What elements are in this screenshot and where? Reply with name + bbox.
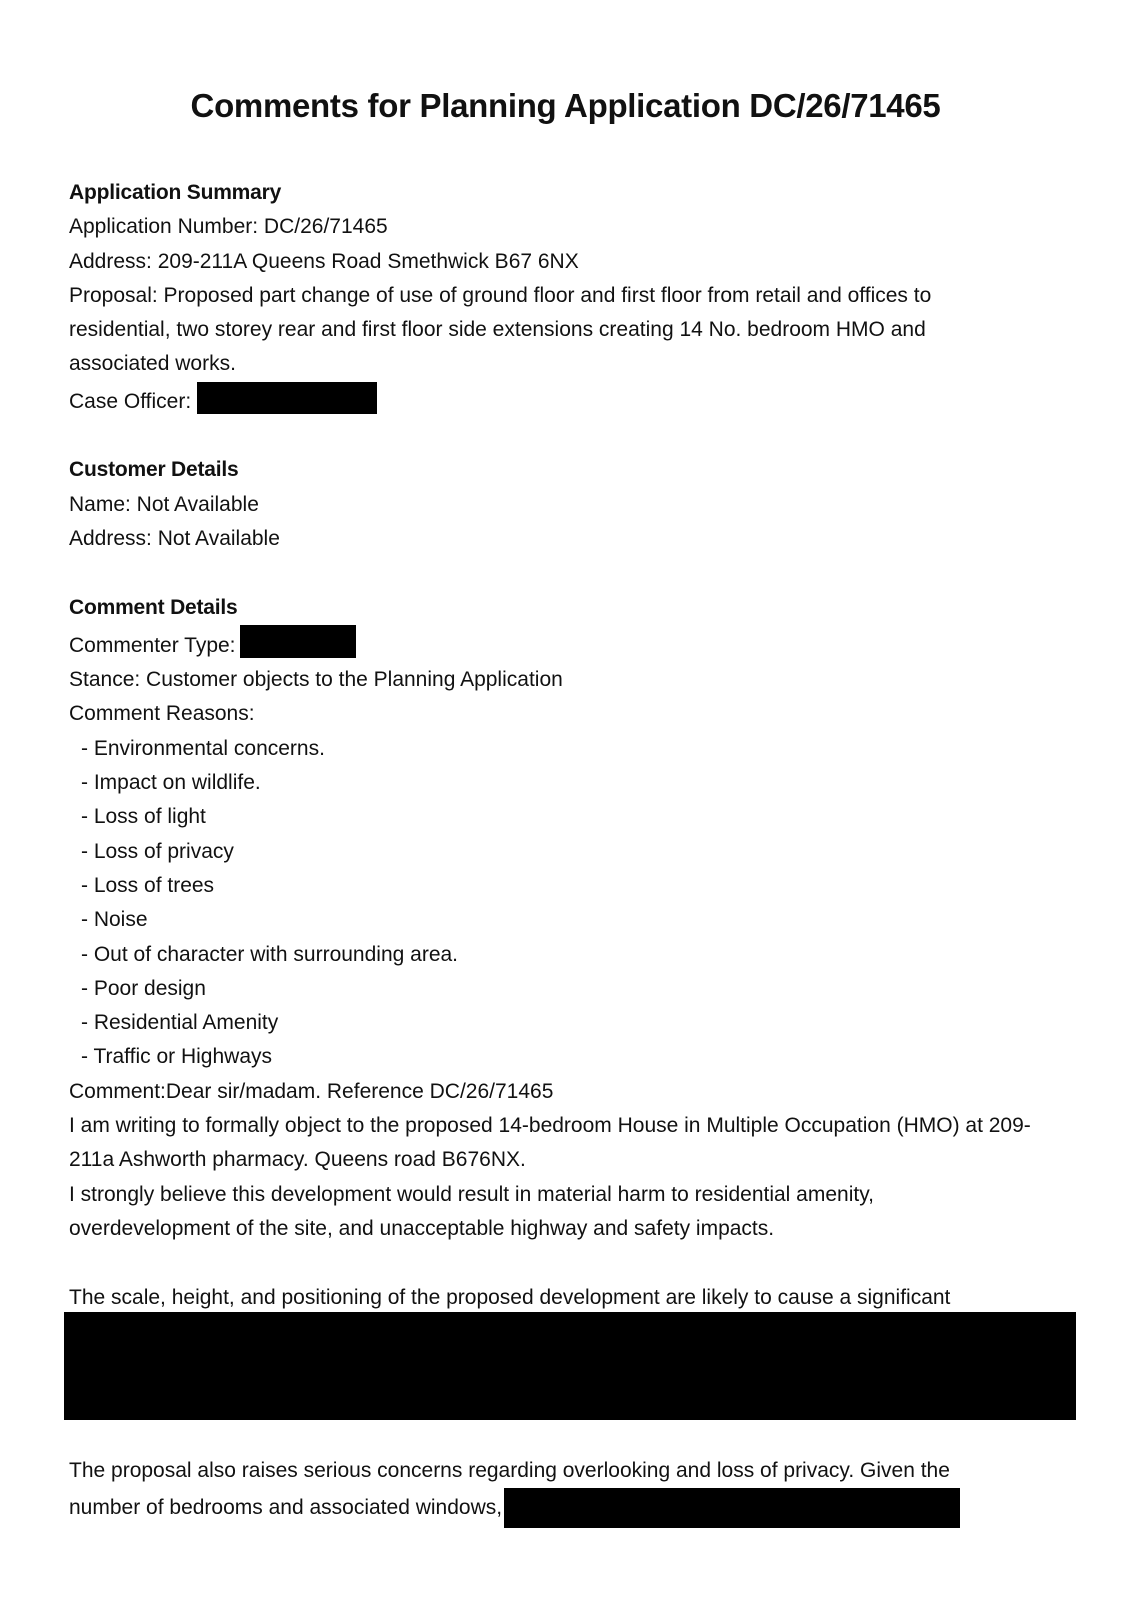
comment-paragraph-3: The scale, height, and positioning of the proposed development are likely to cause a significant xyxy=(69,1285,951,1309)
comment-paragraph-4-redaction xyxy=(504,1488,960,1528)
comment-reason-item: - Out of character with surrounding area. xyxy=(81,942,459,966)
customer-address: Address: Not Available xyxy=(69,526,280,550)
commenter-type-label: Commenter Type: xyxy=(69,633,236,657)
application-number: Application Number: DC/26/71465 xyxy=(69,215,388,239)
comment-reason-item: - Loss of privacy xyxy=(81,839,234,863)
comment-details-heading: Comment Details xyxy=(69,595,238,619)
application-address: Address: 209-211A Queens Road Smethwick B67 6NX xyxy=(69,249,579,273)
comment-paragraph-4-line-2-row xyxy=(69,1488,1069,1528)
comment-reason-item: - Traffic or Highways xyxy=(81,1045,272,1069)
comment-reason-item: - Poor design xyxy=(81,976,206,1000)
customer-name: Name: Not Available xyxy=(69,492,259,516)
application-summary-heading: Application Summary xyxy=(69,181,282,204)
comment-reason-item: - Impact on wildlife. xyxy=(81,771,261,795)
commenter-type-redaction xyxy=(240,625,356,658)
comment-paragraph-3-redaction xyxy=(64,1312,1076,1420)
comment-reason-item: - Noise xyxy=(81,908,148,932)
commenter-type-row xyxy=(69,625,1069,663)
comment-reason-item: - Environmental concerns. xyxy=(81,736,325,760)
page-title: Comments for Planning Application DC/26/71465 xyxy=(190,87,941,124)
document-body xyxy=(69,176,1069,1528)
case-officer-redaction xyxy=(197,382,377,414)
comment-reasons-label: Comment Reasons: xyxy=(69,702,255,726)
comment-paragraph-4-line-1: The proposal also raises serious concerns regarding overlooking and loss of privacy. Given the xyxy=(69,1459,950,1483)
case-officer-label: Case Officer: xyxy=(69,389,192,413)
comment-paragraph-2: I strongly believe this development would result in material harm to residential amenity, overdevelopment of the site, and unacceptable highway and safety impacts. xyxy=(69,1182,874,1240)
case-officer-row xyxy=(69,382,1069,419)
comment-paragraph-1: I am writing to formally object to the proposed 14-bedroom House in Multiple Occupation (HMO) at 209-211a Ashworth pharmacy. Queens road B676NX. xyxy=(69,1114,1031,1172)
comment-reason-item: - Loss of light xyxy=(81,805,206,829)
comment-reason-item: - Loss of trees xyxy=(81,873,215,897)
proposal-text: Proposal: Proposed part change of use of ground floor and first floor from retail and offices to residential, two storey rear and first floor side extensions creating 14 No. bedroom HMO and associated works. xyxy=(69,283,932,376)
stance: Stance: Customer objects to the Planning Application xyxy=(69,668,563,692)
customer-details-heading: Customer Details xyxy=(69,458,239,482)
comment-paragraph-4-line-2: number of bedrooms and associated windows, xyxy=(69,1496,503,1520)
comment-reason-item: - Residential Amenity xyxy=(81,1011,279,1035)
comment-first-line: Comment:Dear sir/madam. Reference DC/26/71465 xyxy=(69,1079,554,1103)
